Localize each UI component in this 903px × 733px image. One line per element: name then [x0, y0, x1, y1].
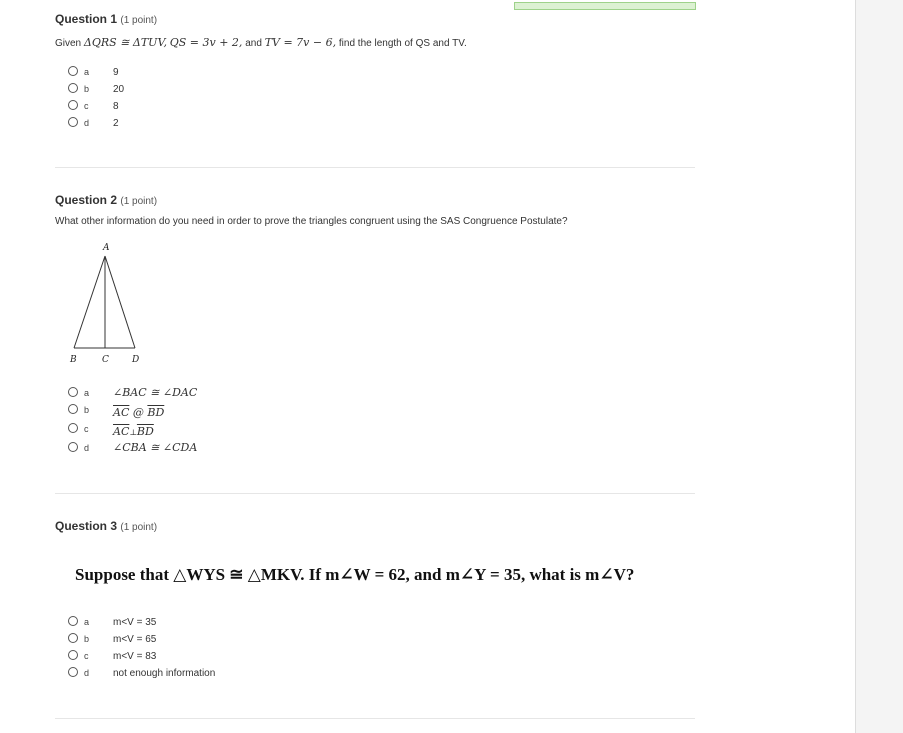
segment-bd-label: $\overline{BD}$ [147, 406, 165, 419]
q2-option-c-letter: c [84, 424, 89, 434]
q2-option-d-text [113, 441, 197, 454]
question-3-heading: Question 3 [55, 519, 118, 533]
q3-option-d-letter: d [84, 668, 90, 678]
right-sidebar [855, 0, 903, 733]
q1-option-b-radio[interactable] [68, 83, 78, 93]
question-1-prompt [55, 36, 467, 49]
segment-ac-label: $\overline{AC}$ [113, 406, 130, 419]
question-divider [55, 167, 695, 168]
q1-option-d-text: 2 [113, 118, 119, 129]
q3-option-c-letter: c [84, 651, 89, 661]
q2-option-b-radio[interactable] [68, 404, 78, 414]
question-1-title [55, 12, 157, 26]
vertex-label-a: A [103, 243, 110, 253]
q1-option-a-letter: a [84, 67, 90, 77]
q1-option-a-radio[interactable] [68, 66, 78, 76]
q2-option-d-part-1: ∠CBA ≅ ∠CDA [113, 441, 198, 454]
side-ad [105, 256, 135, 348]
question-1-heading: Question 1 [55, 12, 118, 26]
question-3-points: (1 point) [120, 522, 158, 533]
q2-option-d-letter: d [84, 443, 90, 453]
q3-option-a-letter: a [84, 617, 90, 627]
prompt-qs-expression: QS = 3v + 2, [169, 36, 243, 49]
q3-option-b-radio[interactable] [68, 633, 78, 643]
prompt-and: and [245, 38, 262, 49]
q1-option-c-text: 8 [113, 101, 119, 112]
question-2-prompt: What other information do you need in order to prove the triangles congruent using the SAS Congruence Postulate? [55, 216, 568, 227]
q1-option-b-letter: b [84, 84, 90, 94]
prompt-congruence: ΔQRS ≅ ΔTUV, [83, 36, 167, 49]
question-divider [55, 493, 695, 494]
q3-option-a-text: m<V = 35 [113, 617, 157, 628]
q1-option-d-radio[interactable] [68, 117, 78, 127]
q2-option-b-letter: b [84, 405, 90, 415]
q1-option-a-text: 9 [113, 67, 119, 78]
question-1-points: (1 point) [120, 15, 158, 26]
vertex-label-c: C [102, 355, 109, 365]
q2-option-b-text [113, 406, 164, 419]
q2-option-c-text [113, 425, 154, 438]
q2-option-a-part-1: ∠BAC ≅ ∠DAC [113, 386, 198, 399]
segment-bd-label: $\overline{BD}$ [136, 425, 154, 438]
progress-bar [514, 2, 696, 10]
q2-option-d-radio[interactable] [68, 442, 78, 452]
q3-option-c-radio[interactable] [68, 650, 78, 660]
relation-symbol: @ [129, 406, 148, 419]
q3-option-c-text: m<V = 83 [113, 651, 157, 662]
q1-option-b-text: 20 [113, 84, 125, 95]
prompt-post: find the length of QS and TV. [338, 38, 467, 49]
prompt-pre: Given [55, 38, 82, 49]
segment-ac-label: $\overline{AC}$ [113, 425, 130, 438]
q3-option-b-letter: b [84, 634, 90, 644]
question-2-title [55, 193, 157, 207]
question-3-title [55, 519, 157, 533]
q1-option-d-letter: d [84, 118, 90, 128]
triangle-diagram [62, 240, 152, 368]
q2-option-a-letter: a [84, 388, 90, 398]
q3-option-d-radio[interactable] [68, 667, 78, 677]
q1-option-c-letter: c [84, 101, 89, 111]
perpendicular-symbol: ⊥ [129, 428, 137, 437]
question-2-heading: Question 2 [55, 193, 118, 207]
question-3-prompt: Suppose that △WYS ≅ △MKV. If m∠W = 62, and m∠Y = 35, what is m∠V? [75, 565, 635, 584]
prompt-tv-expression: TV = 7v − 6, [264, 36, 337, 49]
vertex-label-b: B [70, 355, 77, 365]
q3-option-b-text: m<V = 65 [113, 634, 157, 645]
side-ab [74, 256, 105, 348]
q3-option-a-radio[interactable] [68, 616, 78, 626]
question-divider [55, 718, 695, 719]
q2-option-a-radio[interactable] [68, 387, 78, 397]
vertex-label-d: D [132, 355, 140, 365]
q2-option-a-text [113, 386, 197, 399]
q1-option-c-radio[interactable] [68, 100, 78, 110]
question-2-points: (1 point) [120, 196, 158, 207]
q3-option-d-text: not enough information [113, 668, 216, 679]
q2-option-c-radio[interactable] [68, 423, 78, 433]
